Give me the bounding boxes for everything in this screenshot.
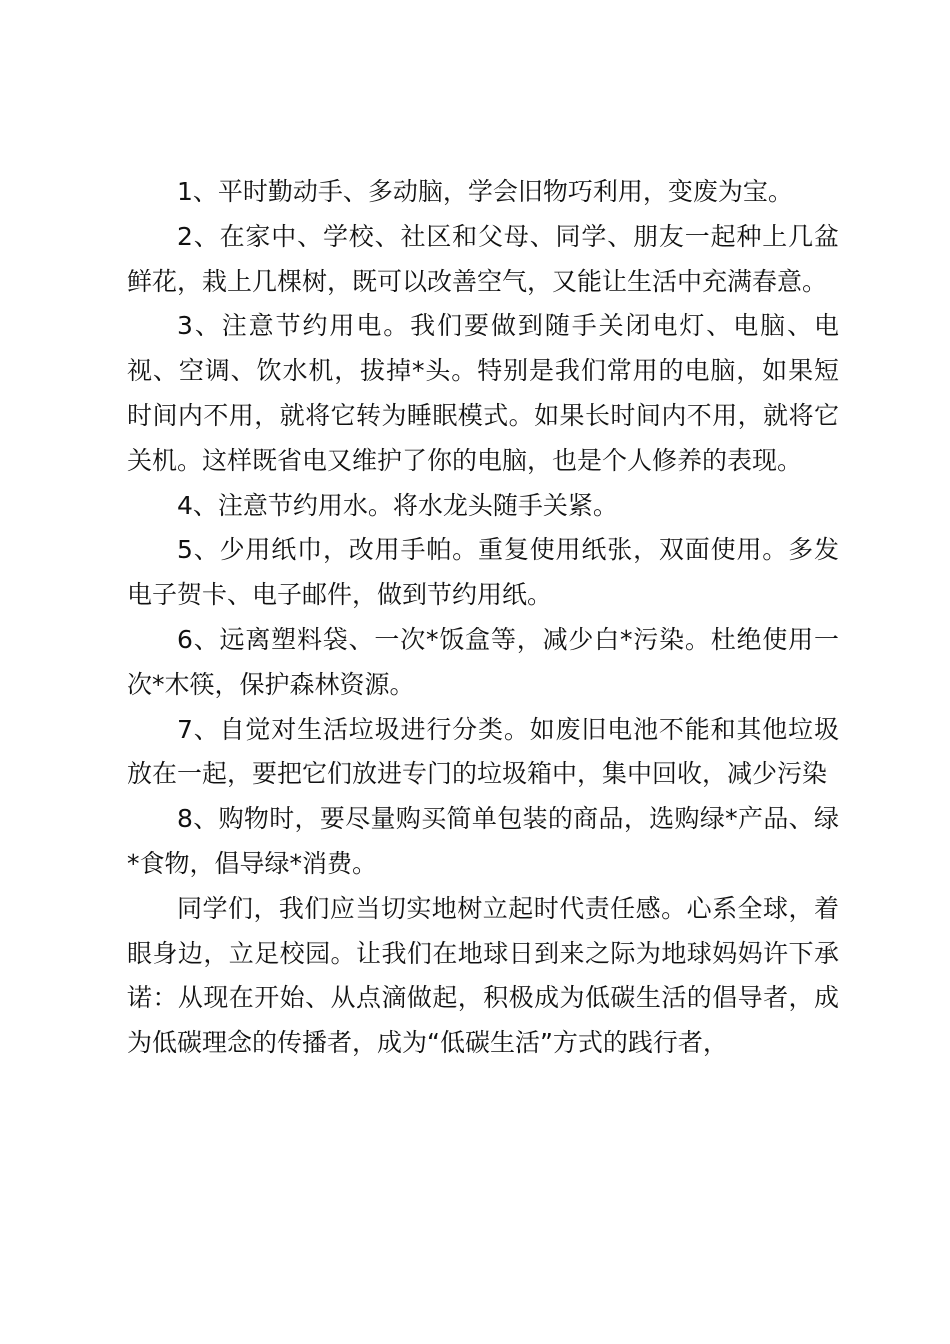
paragraph-6: 6、远离塑料袋、一次*饭盒等，减少白*污染。杜绝使用一次*木筷，保护森林资源。 [127, 624, 839, 699]
paragraph-1: 1、平时勤动手、多动脑，学会旧物巧利用，变废为宝。 [177, 177, 793, 206]
paragraph-2: 2、在家中、学校、社区和父母、同学、朋友一起种上几盆鲜花，栽上几棵树，既可以改善空气，又能让生活中充满春意。 [127, 221, 839, 296]
document-body [127, 170, 839, 1066]
paragraph-8: 8、购物时，要尽量购买简单包装的商品，选购绿*产品、绿*食物，倡导绿*消费。 [127, 804, 839, 878]
paragraph-4: 4、注意节约用水。将水龙头随手关紧。 [177, 490, 618, 520]
paragraph-3: 3、注意节约用电。我们要做到随手关闭电灯、电脑、电视、空调、饮水机，拔掉*头。特别是我们常用的电脑，如果短时间内不用，就将它转为睡眠模式。如果长时间内不用，就将它关机。这样既省电又维护了你的电脑，也是个人修养的表现。 [127, 311, 839, 475]
paragraph-closing: 同学们，我们应当切实地树立起时代责任感。心系全球，着眼身边，立足校园。让我们在地球日到来之际为地球妈妈许下承诺：从现在开始、从点滴做起，积极成为低碳生活的倡导者，成为低碳理念的传播者，成为“低碳生活”方式的践行者， [127, 893, 839, 1058]
paragraph-5: 5、少用纸巾，改用手帕。重复使用纸张，双面使用。多发电子贺卡、电子邮件，做到节约用纸。 [127, 535, 839, 610]
paragraph-7: 7、自觉对生活垃圾进行分类。如废旧电池不能和其他垃圾放在一起，要把它们放进专门的垃圾箱中，集中回收，减少污染 [127, 714, 839, 789]
